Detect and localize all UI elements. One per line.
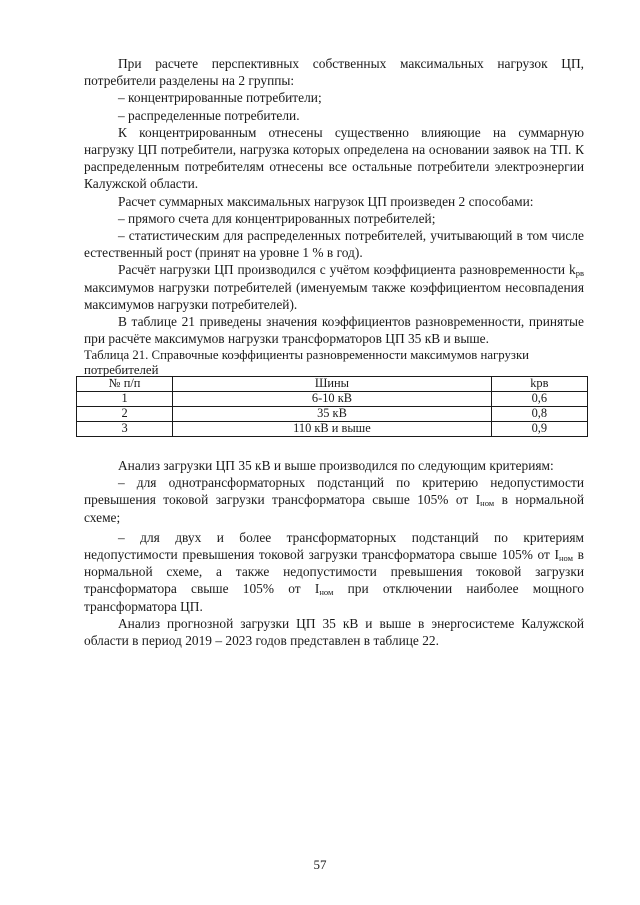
text-run: – для двух и более трансформаторных подстанций по критериям недопустимости превышения токовой загрузки трансформатора свыше 105% от I <box>84 529 584 563</box>
list-item: – концентрированные потребители; <box>118 90 322 106</box>
table-cell: 6-10 кВ <box>173 392 491 407</box>
criterion-item <box>84 529 584 615</box>
criterion-item <box>84 474 584 526</box>
table-header-row <box>77 377 588 392</box>
paragraph: Анализ прогнозной загрузки ЦП 35 кВ и выше в энергосистеме Калужской области в период 2019 – 2023 годов представлен в таблице 22. <box>84 615 584 649</box>
table-cell: 0,9 <box>491 422 587 437</box>
text-run: Расчёт нагрузки ЦП производился с учётом коэффициента разновременности k <box>118 262 576 278</box>
table-cell: 110 кВ и выше <box>173 422 491 437</box>
list-item: – прямого счета для концентрированных потребителей; <box>118 210 436 226</box>
table-caption: Таблица 21. Справочные коэффициенты разновременности максимумов нагрузки потребителей <box>84 348 530 377</box>
column-header: kрв <box>491 377 587 392</box>
coefficients-table <box>76 376 588 437</box>
list-item: – распределенные потребители. <box>118 107 300 123</box>
page-number: 57 <box>313 857 327 872</box>
paragraph: Расчет суммарных максимальных нагрузок ЦП произведен 2 способами: <box>118 193 534 209</box>
table-cell: 2 <box>77 407 173 422</box>
column-header: Шины <box>173 377 491 392</box>
table-row <box>77 407 588 422</box>
text-run: при отключении наиболее мощного трансформатора ЦП. <box>84 581 584 614</box>
table-cell: 1 <box>77 392 173 407</box>
subscript: ном <box>319 587 334 598</box>
paragraph: В таблице 21 приведены значения коэффициентов разновременности, принятые при расчёте максимумов нагрузки трансформаторов ЦП 35 кВ и выше. <box>84 314 584 347</box>
paragraph: К концентрированным отнесены существенно влияющие на суммарную нагрузку ЦП потребители, нагрузка которых определена на основании заявок на ТП. К распределенным потребителям отнесены все остальные потребители электроэнергии Калужской области. <box>84 124 584 192</box>
text-run: в нормальной схеме; <box>84 492 584 525</box>
table-cell: 0,8 <box>491 407 587 422</box>
text-run: максимумов нагрузки потребителей (именуемым также коэффициентом несовпадения максимумов нагрузки потребителей). <box>84 279 584 312</box>
table-row <box>77 422 588 437</box>
table-cell: 35 кВ <box>173 407 491 422</box>
subscript: рв <box>575 268 584 279</box>
criteria-section <box>84 457 584 649</box>
paragraph: При расчете перспективных собственных максимальных нагрузок ЦП, потребители разделены на 2 группы: <box>84 56 584 89</box>
paragraph: Анализ загрузки ЦП 35 кВ и выше производился по следующим критериям: <box>118 458 554 473</box>
text-run: – для однотрансформаторных подстанций по критерию недопустимости превышения токовой загрузки трансформатора свыше 105% от I <box>84 475 584 508</box>
table-cell: 3 <box>77 422 173 437</box>
text-run: в нормальной схеме, а также недопустимости превышения токовой загрузки трансформатора свыше 105% от I <box>84 547 584 597</box>
subscript: ном <box>480 498 495 509</box>
column-header: № п/п <box>77 377 173 392</box>
kpv-paragraph <box>84 261 584 313</box>
intro-section <box>84 55 584 347</box>
subscript: ном <box>559 553 574 564</box>
list-item: – статистическим для распределенных потребителей, учитывающий в том числе естественный рост (принят на уровне 1 % в год). <box>84 228 584 261</box>
table-row <box>77 392 588 407</box>
table-cell: 0,6 <box>491 392 587 407</box>
